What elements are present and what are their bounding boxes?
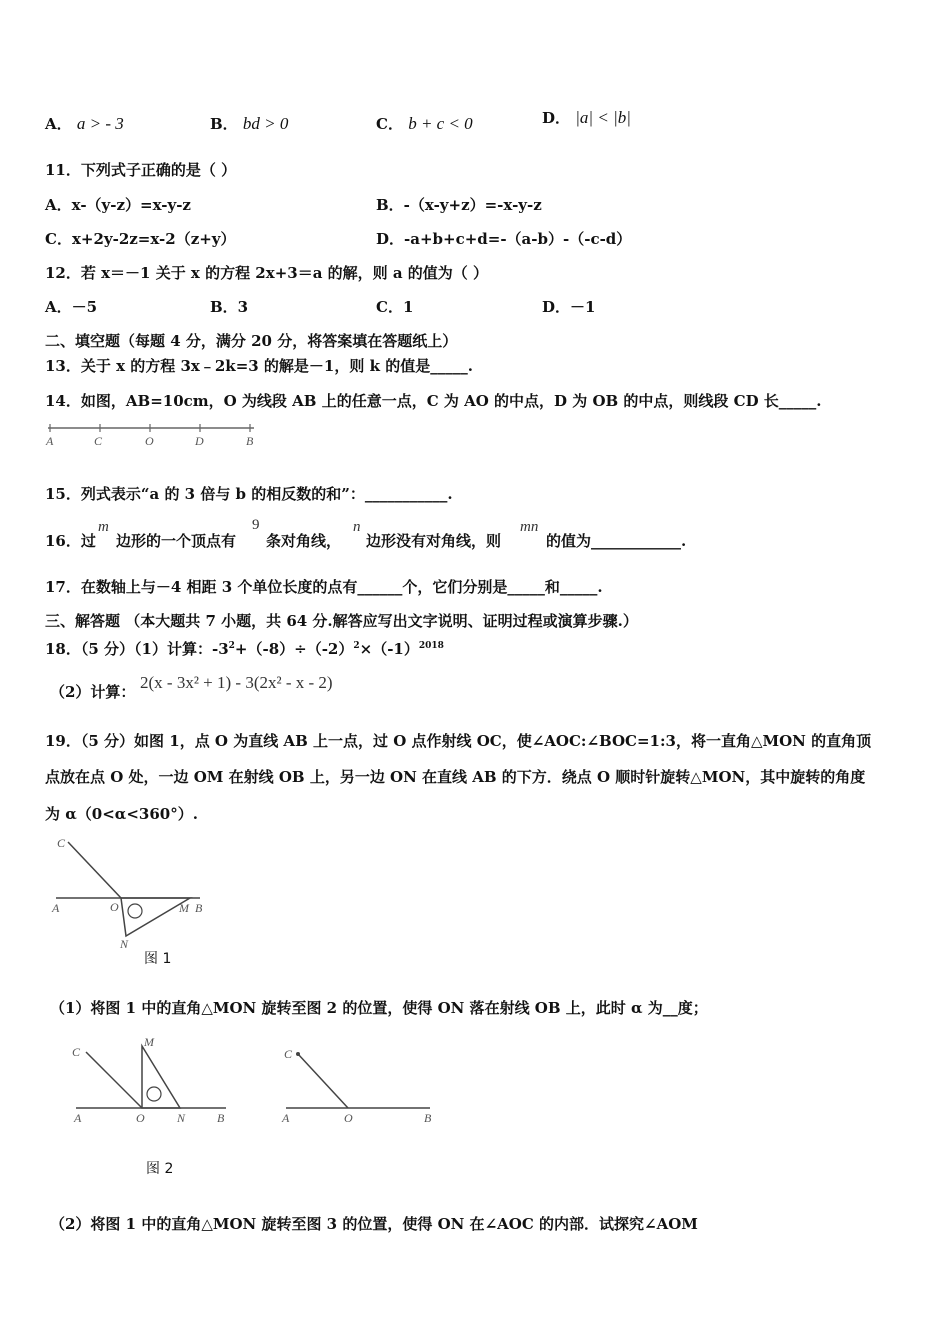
fig2b-point-c: [296, 1052, 300, 1056]
q10-option-c: [376, 114, 473, 134]
q10-option-d-math: |a| < |b|: [575, 108, 631, 127]
q10-option-c-math: b + c < 0: [408, 114, 473, 133]
q10-option-b-math: bd > 0: [242, 114, 289, 133]
q19-line-2: 点放在点 O 处，一边 OM 在射线 OB 上，另一边 ON 在直线 AB 的下方．绕点 O 顺时针旋转△MON，其中旋转的角度: [45, 768, 866, 786]
q18-part1-a: 18．（5 分）（1）计算：-3: [45, 640, 229, 658]
q12-option-a: A．－5: [45, 298, 98, 316]
q12-option-d: D．－1: [542, 298, 596, 316]
q16-n: n: [353, 519, 361, 535]
q18-part1-b: +（-8）÷（-2）: [234, 640, 354, 658]
fig2-caption: 图 2: [146, 1161, 174, 1177]
q10-option-a: [45, 114, 124, 134]
fig2b-ray-oc: [298, 1054, 348, 1108]
fig1-ray-oc: [68, 842, 121, 898]
q18-sup-3: 2018: [418, 641, 444, 651]
fig1-label-o: O: [110, 900, 119, 914]
q14-label-a: A: [46, 434, 54, 448]
q10-option-d-label: D．: [542, 109, 571, 127]
q18-sup-1: 2: [228, 641, 235, 651]
q18-sup-2: 2: [353, 641, 360, 651]
q14-segment-figure: [44, 422, 264, 450]
fig1-label-a: A: [52, 901, 60, 915]
q19-line-1: 19．（5 分）如图 1，点 O 为直线 AB 上一点，过 O 点作射线 OC，使∠AOC:∠BOC=1:3，将一直角△MON 的直角顶: [45, 732, 872, 750]
q19-line-3: 为 α（0<α<360°）.: [45, 805, 198, 823]
q16-mn: mn: [520, 519, 539, 535]
fig2a-label-a: A: [74, 1111, 82, 1125]
q16-m: m: [98, 519, 109, 535]
q10-option-d: [542, 108, 631, 128]
q19-figure-1: [48, 832, 218, 952]
fig2a-label-o: O: [136, 1111, 145, 1125]
q12-option-c: C．1: [376, 298, 414, 316]
q12-option-b: B．3: [210, 298, 249, 316]
q11-option-b: B．-（x-y+z）=-x-y-z: [376, 196, 542, 214]
q19-part-1: （1）将图 1 中的直角△MON 旋转至图 2 的位置，使得 ON 落在射线 OB 上，此时 α 为__度；: [50, 999, 708, 1017]
q17-text: 17．在数轴上与－4 相距 3 个单位长度的点有______个，它们分别是_____和_____.: [45, 578, 603, 596]
fig2b-label-a: A: [282, 1111, 290, 1125]
fig2b-label-o: O: [344, 1111, 353, 1125]
q15-text: 15．列式表示“a 的 3 倍与 b 的相反数的和”：___________.: [45, 485, 453, 503]
q12-stem: 12．若 x＝－1 关于 x 的方程 2x+3＝a 的解，则 a 的值为（ ）: [45, 264, 489, 282]
fig1-caption: 图 1: [144, 951, 172, 967]
fig2b-label-c: C: [284, 1047, 293, 1061]
fig2b-label-b: B: [424, 1111, 432, 1125]
fig1-triangle-hole: [128, 904, 142, 918]
fig1-label-n: N: [120, 937, 129, 951]
q16-part2: 边形的一个顶点有: [116, 532, 237, 550]
q11-option-c: C．x+2y-2z=x-2（z+y）: [45, 230, 236, 248]
q14-text: 14．如图，AB=10cm，O 为线段 AB 上的任意一点，C 为 AO 的中点，D 为 OB 的中点，则线段 CD 长_____.: [45, 392, 822, 410]
section-3-heading: 三、解答题 （本大题共 7 小题，共 64 分.解答应写出文字说明、证明过程或演算步骤.）: [45, 612, 638, 630]
q16-part5: 的值为____________.: [546, 532, 687, 550]
q13-text: 13．关于 x 的方程 3x﹣2k=3 的解是－1，则 k 的值是_____.: [45, 357, 473, 375]
q19-part-2: （2）将图 1 中的直角△MON 旋转至图 3 的位置，使得 ON 在∠AOC 的内部．试探究∠AOM: [50, 1215, 698, 1233]
fig2a-label-n: N: [177, 1111, 186, 1125]
fig2a-label-c: C: [72, 1045, 81, 1059]
q19-figure-2a: [66, 1032, 236, 1130]
q10-option-b-label: B．: [210, 115, 238, 133]
q18-part2-label: （2）计算：: [50, 683, 136, 701]
q10-option-a-math: a > - 3: [76, 114, 124, 133]
fig1-label-c: C: [57, 836, 66, 850]
q10-option-b: [210, 114, 288, 134]
q10-option-a-label: A．: [45, 115, 72, 133]
fig1-label-m: M: [179, 901, 189, 915]
q11-option-d: D．-a+b+c+d=-（a-b）-（-c-d）: [376, 230, 632, 248]
fig2a-triangle-hole: [147, 1087, 161, 1101]
fig2a-triangle-mon: [142, 1046, 180, 1108]
q19-figure-2b: [278, 1032, 448, 1130]
fig2a-label-b: B: [217, 1111, 225, 1125]
fig2a-ray-oc: [86, 1052, 142, 1108]
q11-stem: 11．下列式子正确的是（ ）: [45, 161, 237, 179]
q14-label-b: B: [246, 434, 254, 448]
q18-part1: [45, 636, 444, 659]
q16-nine: 9: [252, 517, 260, 533]
q10-option-c-label: C．: [376, 115, 403, 133]
q18-part1-c: ×（-1）: [359, 640, 419, 658]
q16-part4: 边形没有对角线，则: [366, 532, 502, 550]
q14-label-o: O: [145, 434, 154, 448]
q14-label-c: C: [94, 434, 103, 448]
section-2-heading: 二、填空题（每题 4 分，满分 20 分，将答案填在答题纸上）: [45, 332, 458, 350]
q16-part1: 16．过: [45, 532, 96, 550]
q18-part2-expression: 2(x - 3x² + 1) - 3(2x² - x - 2): [140, 673, 333, 692]
fig2a-label-m: M: [144, 1035, 154, 1049]
q11-option-a: A．x-（y-z）=x-y-z: [45, 196, 191, 214]
q14-label-d: D: [195, 434, 204, 448]
fig1-label-b: B: [195, 901, 203, 915]
q16-part3: 条对角线，: [266, 532, 342, 550]
